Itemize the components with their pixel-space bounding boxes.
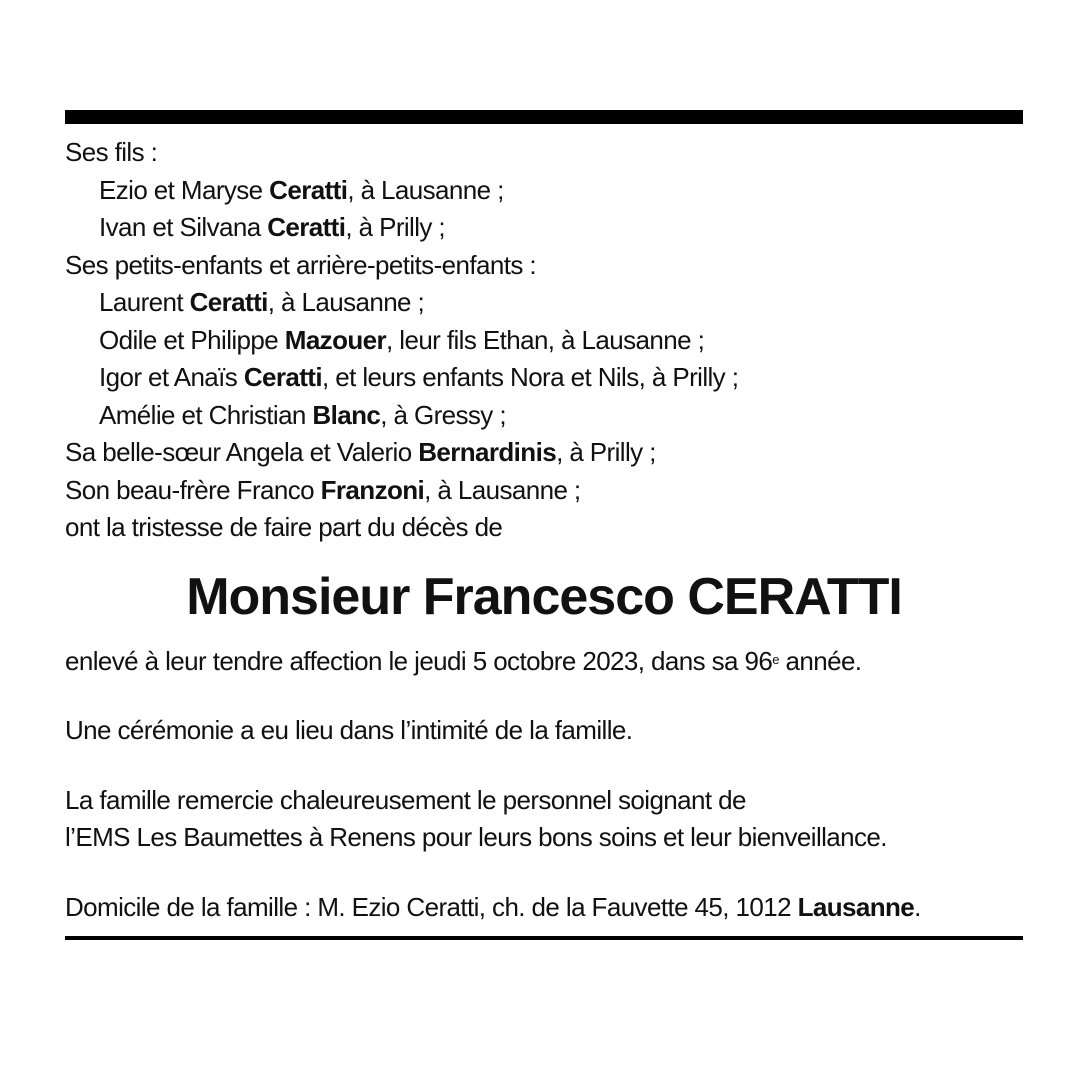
death-text-end: année. [778, 645, 862, 676]
deceased-name: Monsieur Francesco CERATTI [186, 567, 902, 626]
son-first-names: Ezio et Maryse [99, 174, 270, 205]
son-location: , à Lausanne ; [347, 174, 504, 205]
grandchild-line [65, 359, 1023, 397]
address-line [65, 889, 1023, 927]
address-text: Domicile de la famille : M. Ezio Ceratti, ch. de la Fauvette 45, 1012 [65, 891, 798, 922]
brother-in-law-surname: Franzoni [320, 474, 425, 505]
bottom-rule [65, 936, 1023, 940]
sister-in-law-location: , à Prilly ; [556, 437, 656, 467]
top-rule [65, 110, 1023, 124]
grandchild-line [65, 397, 1023, 435]
brother-in-law-names: Son beau-frère Franco [65, 474, 321, 505]
brother-in-law-line [65, 472, 1023, 510]
announcement-line: ont la tristesse de faire part du décès de [65, 512, 503, 542]
grandchild-details: , à Gressy ; [380, 399, 506, 430]
grandchild-details: , leur fils Ethan, à Lausanne ; [386, 324, 705, 355]
grandchild-first-names: Igor et Anaïs [99, 362, 244, 392]
son-line [65, 172, 1023, 210]
sons-heading: Ses fils : [65, 137, 158, 167]
grandchild-first-names: Odile et Philippe [99, 324, 285, 355]
death-line [65, 643, 1023, 681]
thanks-line-2: l’EMS Les Baumettes à Renens pour leurs bons soins et leur bienveillance. [65, 822, 887, 852]
son-line [65, 209, 1023, 247]
sister-in-law-surname: Bernardinis [418, 437, 557, 467]
grandchild-details: , à Lausanne ; [267, 287, 425, 317]
sister-in-law-line [65, 434, 1023, 472]
address-city: Lausanne [797, 891, 915, 922]
sister-in-law-names: Sa belle-sœur Angela et Valerio [65, 437, 419, 467]
death-text: enlevé à leur tendre affection le jeudi 5 octobre 2023, dans sa 96 [65, 645, 773, 676]
grandchild-first-names: Laurent [99, 287, 190, 317]
son-first-names: Ivan et Silvana [99, 212, 268, 242]
thanks-line-1: La famille remercie chaleureusement le personnel soignant de [65, 784, 746, 815]
grandchild-surname: Mazouer [284, 324, 387, 355]
grandchild-line [65, 284, 1023, 322]
grandchild-surname: Ceratti [189, 287, 268, 317]
grandchildren-heading: Ses petits-enfants et arrière-petits-enfants : [65, 249, 536, 280]
grandchild-line [65, 322, 1023, 360]
grandchild-surname: Blanc [312, 399, 381, 430]
ordinal-suffix: e [772, 651, 779, 667]
grandchild-surname: Ceratti [243, 362, 322, 392]
grandchild-details: , et leurs enfants Nora et Nils, à Prilly ; [321, 362, 739, 392]
ceremony-line: Une cérémonie a eu lieu dans l’intimité de la famille. [65, 715, 633, 745]
son-surname: Ceratti [267, 212, 346, 242]
son-surname: Ceratti [269, 174, 348, 205]
address-end: . [914, 891, 921, 922]
grandchild-first-names: Amélie et Christian [99, 399, 313, 430]
son-location: , à Prilly ; [345, 212, 446, 242]
brother-in-law-location: , à Lausanne ; [424, 474, 581, 505]
obituary-notice [65, 110, 1023, 940]
